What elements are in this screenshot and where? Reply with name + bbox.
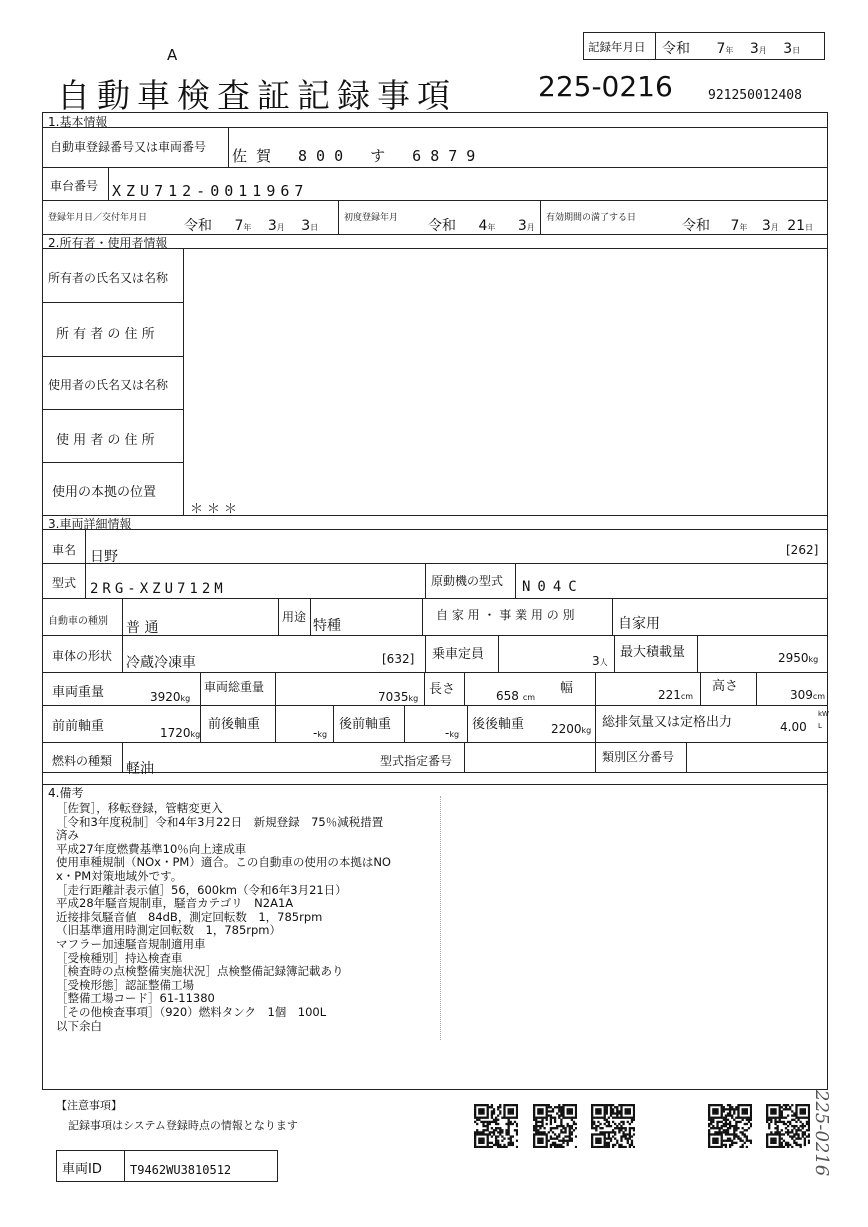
capacity-label: 乗車定員 [432,647,485,662]
fuel-value: 軽油 [126,761,154,777]
owner-address-label: 所 有 者 の 住 所 [56,327,155,342]
name-label: 車名 [52,543,77,557]
rr-axle-label: 後後軸重 [472,717,525,732]
remark-line: ［佐賀］，移転登録，管轄変更入 [56,801,223,815]
reg-date: 令和 7年 3月 3日 [184,218,319,234]
remark-line: 以下余白 [56,1018,102,1033]
base-value: ＊＊＊ [190,502,242,517]
chassis-label: 車台番号 [50,179,99,193]
notice-text: 記録事項はシステム登録時点の情報となります [68,1119,298,1132]
use-label: 用途 [282,610,307,624]
fuel-label: 燃料の種類 [52,754,113,768]
reg-date-label: 登録年月日／交付年月日 [48,213,148,223]
remark-line: 平成27年度燃費基準10％向上達成車 [56,841,247,856]
remark-line: ［検査時の点検整備実施状況］点検整備記録簿記載あり [56,964,344,979]
handwritten-note: 225-0216 [811,1090,832,1177]
gross-label: 車両総重量 [204,680,265,694]
first-reg-label: 初度登録年月 [344,213,399,223]
user-name-label: 使用者の氏名又は名称 [48,378,169,392]
kind-value: 普 通 [126,620,159,636]
record-date: 令和 7年 3月 3日 [662,41,801,57]
reg-number: 佐賀 800 す 6879 [232,147,485,165]
qr-code-icon [766,1104,810,1148]
remark-line: 使用車種規制（NOx・PM）適合。この自動車の使用の本拠はNO [56,855,391,870]
chassis-number: XZU712-0011967 [112,182,309,200]
use-value: 特種 [313,618,341,634]
body-label: 車体の形状 [52,649,113,663]
remark-line: ［その他検査事項］（920）燃料タンク 1個 100L [56,1004,327,1019]
class-num-label: 類別区分番号 [602,750,675,764]
max-load-label: 最大積載量 [620,645,686,660]
remark-line: x・PM対策地域外です。 [56,868,183,883]
remark-line: 平成28年騒音規制車，騒音カテゴリ N2A1A [56,896,294,911]
remark-line: マフラー加速騒音規制適用車 [56,936,206,951]
expiry-date: 令和 7年 3月 21日 [682,218,814,234]
qr-code-icon [474,1104,518,1148]
remark-line: ［令和3年度税制］令和4年3月22日 新規登録 75％減税措置 [56,814,384,829]
weight-label: 車両重量 [52,685,105,700]
height-label: 高さ [712,679,739,694]
remark-line: （旧基準適用時測定回転数 1，785rpm） [56,923,281,938]
displacement-value: 4.00 [780,720,807,734]
width-value: 221cm [658,688,694,702]
length-value: 658 cm [496,689,536,703]
private-value: 自家用 [618,616,660,632]
first-reg-date: 令和 4年 3月 [428,218,535,234]
record-date-label: 記録年月日 [588,40,646,54]
section1-title: 1.基本情報 [48,115,108,129]
weight-value: 3920kg [150,690,191,704]
mark-a: A [167,46,178,64]
max-load-value: 2950kg [778,651,819,665]
displacement-units: kW L [818,710,829,730]
user-address-label: 使 用 者 の 住 所 [56,433,155,448]
height-value: 309cm [790,688,826,702]
fr-axle-value: -kg [313,726,328,740]
width-label: 幅 [560,681,574,696]
remarks-list [56,802,391,1033]
rf-axle-label: 後前軸重 [339,717,392,732]
gross-value: 7035kg [378,690,419,704]
private-label: 自 家 用 ・ 事 業 用 の 別 [436,608,575,622]
qr-code-icon [708,1104,752,1148]
body-code: [632] [382,652,415,666]
vehicle-id-value: T9462WU3810512 [130,1163,232,1177]
remark-line: ［受検種別］持込検査車 [56,950,183,965]
remark-line: ［走行距離計表示値］56，600km（令和6年3月21日） [56,882,347,897]
reg-number-label: 自動車登録番号又は車両番号 [50,140,207,154]
rf-axle-value: -kg [445,726,460,740]
document-number: 225-0216 [538,70,673,103]
engine-value: N04C [522,579,584,595]
vehicle-id-label: 車両ID [62,1162,102,1177]
body-value: 冷蔵冷凍車 [126,655,196,671]
type-num-label: 型式指定番号 [380,754,453,768]
expiry-label: 有効期間の満了する日 [546,213,637,223]
displacement-label: 総排気量又は定格出力 [602,715,733,730]
section3-title: 3.車両詳細情報 [48,517,132,531]
qr-code-icon [533,1104,577,1148]
length-label: 長さ [429,682,456,697]
document-title: 自動車検査証記録事項 [57,76,457,115]
ff-axle-value: 1720kg [160,726,201,740]
remark-line: ［整備工場コード］61-11380 [56,991,215,1006]
engine-label: 原動機の型式 [431,574,504,588]
vehicle-name: 日野 [90,549,118,565]
remark-line: 済み [56,828,79,843]
owner-name-label: 所有者の氏名又は名称 [48,271,169,285]
ff-axle-label: 前前軸重 [52,719,105,734]
notice-title: 【注意事項】 [56,1099,122,1112]
capacity-value: 3人 [592,654,608,668]
fr-axle-label: 前後軸重 [208,717,261,732]
model-label: 型式 [52,576,77,590]
qr-code-icon [591,1104,635,1148]
rr-axle-value: 2200kg [551,722,592,736]
section4-title: 4.備考 [48,786,84,800]
section2-title: 2.所有者・使用者情報 [48,236,168,250]
serial-number: 921250012408 [708,88,802,103]
remark-line: ［受検形態］認証整備工場 [56,977,194,992]
base-label: 使用の本拠の位置 [52,485,157,500]
kind-label: 自動車の種別 [48,616,108,627]
model-value: 2RG-XZU712M [90,581,227,597]
vehicle-name-code: [262] [786,543,819,557]
remark-line: 近接排気騒音値 84dB，測定回転数 1，785rpm [56,909,323,924]
